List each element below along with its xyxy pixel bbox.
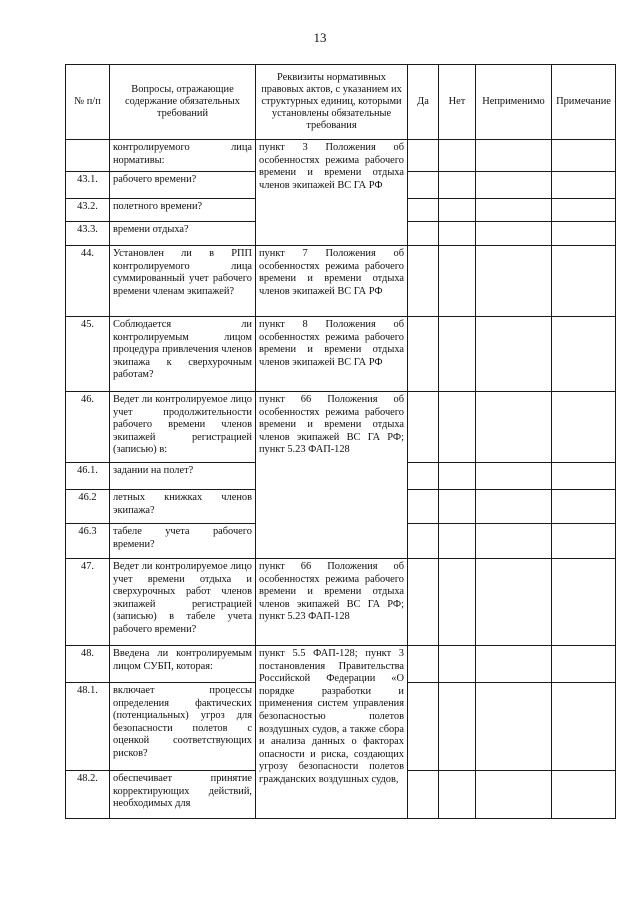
header-not-applicable: Неприменимо — [476, 65, 552, 140]
yes-cell — [408, 246, 439, 317]
note-cell — [552, 524, 616, 559]
na-cell — [476, 222, 552, 246]
row-number: 48.1. — [66, 683, 110, 771]
na-cell — [476, 490, 552, 524]
row-number: 48. — [66, 646, 110, 683]
row-number: 46.3 — [66, 524, 110, 559]
no-cell — [439, 771, 476, 819]
row-number — [66, 140, 110, 172]
no-cell — [439, 246, 476, 317]
na-cell — [476, 392, 552, 463]
row-number: 46.2 — [66, 490, 110, 524]
requisites-cell: пункт 7 Положения об особенностях режима рабочего времени и времени отдыха членов экипажей ВС ГА РФ — [256, 246, 408, 317]
note-cell — [552, 559, 616, 646]
no-cell — [439, 524, 476, 559]
no-cell — [439, 317, 476, 392]
yes-cell — [408, 683, 439, 771]
table-row — [66, 246, 616, 317]
no-cell — [439, 646, 476, 683]
question-cell: времени отдыха? — [110, 222, 256, 246]
header-row — [66, 65, 616, 140]
na-cell — [476, 246, 552, 317]
na-cell — [476, 771, 552, 819]
question-cell: контролируемого лица нормативы: — [110, 140, 256, 172]
no-cell — [439, 683, 476, 771]
row-number: 47. — [66, 559, 110, 646]
question-cell: Введена ли контролируемым лицом СУБП, которая: — [110, 646, 256, 683]
question-cell: задании на полет? — [110, 463, 256, 490]
question-cell: включает процессы определения фактических (потенциальных) угроз для безопасности полетов с оценкой соответствующих рисков? — [110, 683, 256, 771]
na-cell — [476, 646, 552, 683]
no-cell — [439, 392, 476, 463]
yes-cell — [408, 559, 439, 646]
row-number: 48.2. — [66, 771, 110, 819]
header-note: Примечание — [552, 65, 616, 140]
note-cell — [552, 463, 616, 490]
note-cell — [552, 199, 616, 222]
question-cell: летных книжках членов экипажа? — [110, 490, 256, 524]
yes-cell — [408, 392, 439, 463]
question-cell: обеспечивает принятие корректирующих действий, необходимых для — [110, 771, 256, 819]
note-cell — [552, 646, 616, 683]
page-number: 13 — [313, 30, 327, 45]
header-question: Вопросы, отражающие содержание обязательных требований — [110, 65, 256, 140]
no-cell — [439, 490, 476, 524]
header-no: Нет — [439, 65, 476, 140]
row-number: 43.3. — [66, 222, 110, 246]
header-num: № п/п — [66, 65, 110, 140]
yes-cell — [408, 222, 439, 246]
question-cell: Ведет ли контролируемое лицо учет продолжительности рабочего времени членов экипажей регистрацией (записью) в: — [110, 392, 256, 463]
table-row — [66, 140, 616, 172]
note-cell — [552, 683, 616, 771]
requisites-cell: пункт 5.5 ФАП-128; пункт 3 постановления Правительства Российской Федерации «О порядке разработки и применения систем управления безопасностью полетов воздушных судов, а также сбора и анализа данных о факторах опасности и риска, создающих угрозу безопасности полетов гражданских воздушных судов, — [256, 646, 408, 819]
no-cell — [439, 222, 476, 246]
yes-cell — [408, 646, 439, 683]
note-cell — [552, 140, 616, 172]
no-cell — [439, 559, 476, 646]
note-cell — [552, 246, 616, 317]
note-cell — [552, 172, 616, 199]
question-cell: полетного времени? — [110, 199, 256, 222]
row-number: 46.1. — [66, 463, 110, 490]
note-cell — [552, 490, 616, 524]
yes-cell — [408, 463, 439, 490]
requisites-cell: пункт 3 Положения об особенностях режима рабочего времени и времени отдыха членов экипажей ВС ГА РФ — [256, 140, 408, 246]
row-number: 46. — [66, 392, 110, 463]
table-row — [66, 559, 616, 646]
no-cell — [439, 463, 476, 490]
no-cell — [439, 172, 476, 199]
note-cell — [552, 771, 616, 819]
question-cell: Установлен ли в РПП контролируемого лица суммированный учет рабочего времени членам экипажей? — [110, 246, 256, 317]
requisites-cell: пункт 66 Положения об особенностях режима рабочего времени и времени отдыха членов экипажей ВС ГА РФ; пункт 5.23 ФАП-128 — [256, 392, 408, 559]
yes-cell — [408, 172, 439, 199]
row-number: 43.1. — [66, 172, 110, 199]
yes-cell — [408, 199, 439, 222]
yes-cell — [408, 524, 439, 559]
no-cell — [439, 199, 476, 222]
yes-cell — [408, 317, 439, 392]
yes-cell — [408, 490, 439, 524]
header-yes: Да — [408, 65, 439, 140]
requirements-table — [65, 64, 616, 819]
question-cell: табеле учета рабочего времени? — [110, 524, 256, 559]
na-cell — [476, 317, 552, 392]
note-cell — [552, 392, 616, 463]
na-cell — [476, 683, 552, 771]
row-number: 44. — [66, 246, 110, 317]
question-cell: рабочего времени? — [110, 172, 256, 199]
na-cell — [476, 172, 552, 199]
question-cell: Ведет ли контролируемое лицо учет времени отдыха и сверхурочных работ членов экипажей регистрацией (записью) в табеле учета рабочего времени? — [110, 559, 256, 646]
table-row — [66, 317, 616, 392]
question-cell: Соблюдается ли контролируемым лицом процедура привлечения членов экипажа к сверхурочным работам? — [110, 317, 256, 392]
yes-cell — [408, 140, 439, 172]
requisites-cell: пункт 8 Положения об особенностях режима рабочего времени и времени отдыха членов экипажей ВС ГА РФ — [256, 317, 408, 392]
na-cell — [476, 463, 552, 490]
row-number: 43.2. — [66, 199, 110, 222]
header-requisites: Реквизиты нормативных правовых актов, с указанием их структурных единиц, которыми установлены обязательные требования — [256, 65, 408, 140]
table-row — [66, 392, 616, 463]
no-cell — [439, 140, 476, 172]
yes-cell — [408, 771, 439, 819]
requisites-cell: пункт 66 Положения об особенностях режима рабочего времени и времени отдыха членов экипажей ВС ГА РФ; пункт 5.23 ФАП-128 — [256, 559, 408, 646]
na-cell — [476, 199, 552, 222]
note-cell — [552, 317, 616, 392]
na-cell — [476, 524, 552, 559]
note-cell — [552, 222, 616, 246]
na-cell — [476, 140, 552, 172]
row-number: 45. — [66, 317, 110, 392]
table-row — [66, 646, 616, 683]
na-cell — [476, 559, 552, 646]
